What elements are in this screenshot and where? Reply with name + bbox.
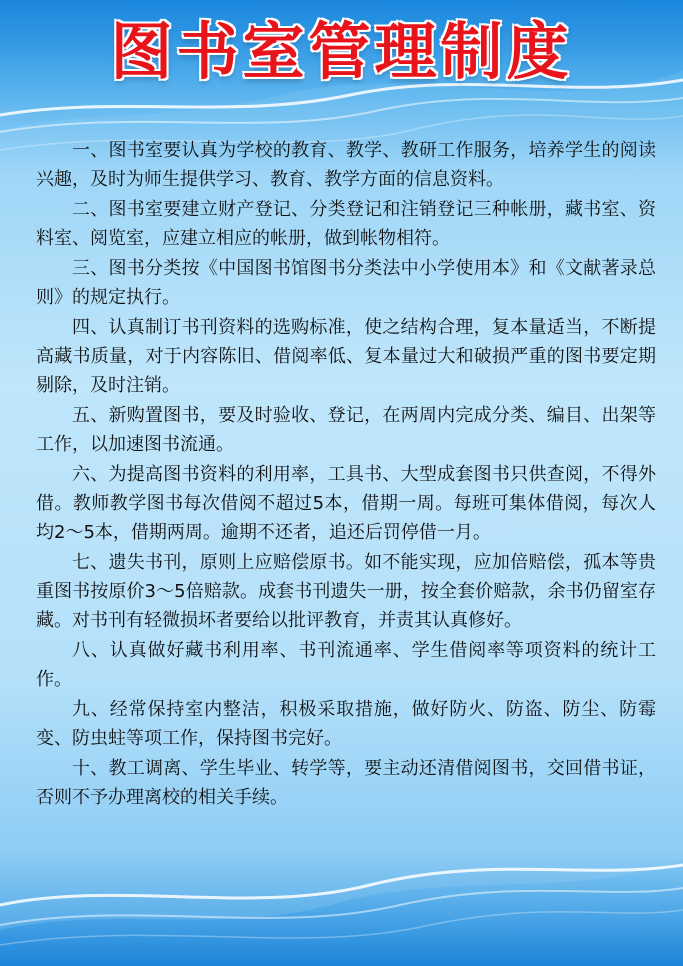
- regulation-item-1: 一、图书室要认真为学校的教育、教学、教研工作服务，培养学生的阅读兴趣，及时为师生提供学习、教育、教学方面的信息资料。: [36, 140, 656, 190]
- regulation-item-3: 三、图书分类按《中国图书馆图书分类法中小学使用本》和《文献著录总则》的规定执行。: [36, 258, 656, 308]
- regulation-item-9: 九、经常保持室内整洁，积极采取措施，做好防火、防盗、防尘、防霉变、防虫蛀等项工作，保持图书完好。: [36, 699, 656, 749]
- regulation-item-7: 七、遗失书刊，原则上应赔偿原书。如不能实现，应加倍赔偿，孤本等贵重图书按原价3～5倍赔款。成套书刊遗失一册，按全套价赔款，余书仍留室存藏。对书刊有轻微损坏者要给以批评教育，并责其认真修好。: [36, 552, 656, 631]
- regulation-item-2: 二、图书室要建立财产登记、分类登记和注销登记三种帐册，藏书室、资料室、阅览室，应建立相应的帐册，做到帐物相符。: [36, 199, 656, 249]
- regulation-item-4: 四、认真制订书刊资料的选购标准，使之结构合理，复本量适当，不断提高藏书质量，对于内容陈旧、借阅率低、复本量过大和破损严重的图书要定期剔除，及时注销。: [36, 317, 656, 396]
- page-title: 图书室管理制度: [110, 15, 573, 88]
- regulation-item-5: 五、新购置图书，要及时验收、登记，在两周内完成分类、编目、出架等工作，以加速图书流通。: [36, 405, 656, 455]
- regulations-body: [36, 136, 656, 813]
- regulation-item-6: 六、为提高图书资料的利用率，工具书、大型成套图书只供查阅，不得外借。教师教学图书每次借阅不超过5本，借期一周。每班可集体借阅，每次人均2～5本，借期两周。逾期不还者，追还后罚停借一月。: [36, 464, 656, 543]
- regulation-item-10: 十、教工调离、学生毕业、转学等，要主动还清借阅图书，交回借书证，否则不予办理离校的相关手续。: [36, 758, 656, 808]
- regulation-item-8: 八、认真做好藏书利用率、书刊流通率、学生借阅率等项资料的统计工作。: [36, 640, 656, 690]
